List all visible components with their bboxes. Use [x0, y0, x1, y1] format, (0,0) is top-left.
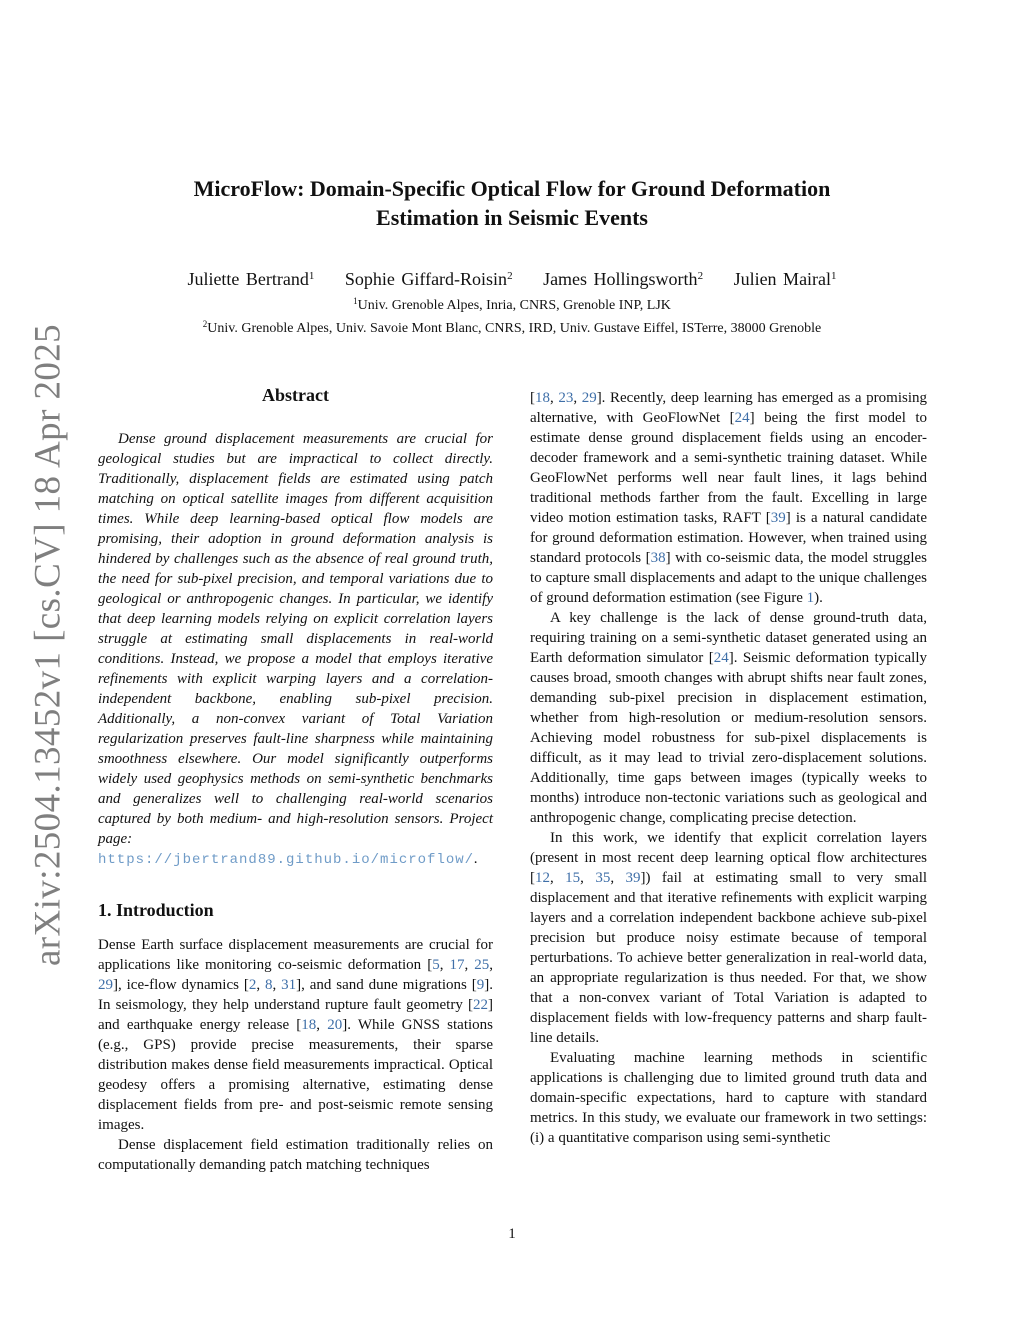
citation-link[interactable]: 39: [625, 870, 641, 886]
paragraph: Dense displacement field estimation traditionally relies on computationally demanding patch matching techniques: [98, 1137, 493, 1173]
paragraph: A key challenge is the lack of dense ground-truth data, requiring training on a semi-synthetic dataset generated using an Earth deformation simulator [24]. Seismic deformation typically causes broad, smooth changes with abrupt shifts near fault zones, demanding sub-pixel precision in displacement estimation, whether from high-resolution or medium-resolution sensors. Achieving model robustness for sub-pixel displacements is difficult, as it may lead to trivial zero-displacement solutions. Additionally, time gaps between images (typically weeks to months) introduce non-tectonic variations such as geological and anthropogenic change, complicating precise detection.: [530, 610, 927, 826]
citation-link[interactable]: 23: [558, 390, 574, 406]
citation-link[interactable]: 29: [98, 977, 113, 993]
citation-link[interactable]: 17: [449, 957, 465, 973]
citation-link[interactable]: 22: [473, 997, 488, 1013]
paragraph: In this work, we identify that explicit correlation layers (present in most recent deep learning optical flow architectures [12, 15, 35, 39]) fail at estimating small to very small displacement and that iterative refinements with explicit warping layers and a correlation independent backbone achieve sub-pixel precision but produce noisy estimate because of temporal perturbations. To achieve better generalization in real-world data, an appropriate regularization is thus needed. For that, we show that a non-convex variant of Total Variation is adapted to displacement fields with low-frequency patterns and sharp fault-line details.: [530, 830, 928, 1046]
right-column: [530, 388, 927, 1148]
arxiv-identifier: arXiv:2504.13452v1 [cs.CV] 18 Apr 2025: [27, 323, 69, 967]
paragraph-continued: [18, 23, 29]. Recently, deep learning has emerged as a promising alternative, with GeoFlowNet [24] being the first model to estimate dense ground displacement fields using an encoder-decoder framework and a semi-synthetic training dataset. While GeoFlowNet performs well near fault lines, it lags behind traditional methods farther from the fault. Excelling in large video motion estimation tasks, RAFT [39] is a natural candidate for ground deformation estimation. However, when trained using standard protocols [38] with co-seismic data, the model struggles to capture small displacements and adapt to the unique challenges of ground deformation estimation (see Figure 1).: [530, 390, 928, 606]
citation-link[interactable]: 8: [265, 977, 273, 993]
citation-link[interactable]: 24: [734, 410, 750, 426]
citation-link[interactable]: 2: [248, 977, 257, 993]
citation-link[interactable]: 12: [535, 870, 550, 886]
citation-link[interactable]: 20: [327, 1017, 343, 1033]
author: Juliette Bertrand$^1$: [187, 269, 315, 289]
citation-link[interactable]: 35: [595, 870, 611, 886]
abstract-heading: Abstract: [262, 385, 329, 405]
citation-link[interactable]: 18: [535, 390, 550, 406]
citation-link[interactable]: 29: [581, 390, 597, 406]
citation-link[interactable]: 31: [281, 977, 297, 993]
project-page-link[interactable]: https://jbertrand89.github.io/microflow/: [98, 852, 475, 868]
citation-link[interactable]: 24: [713, 650, 729, 666]
citation-link[interactable]: 15: [565, 870, 581, 886]
paper-title: MicroFlow: Domain-Specific Optical Flow for Ground Deformation Estimation in Seismic Events: [193, 176, 831, 230]
author: Julien Mairal$^1$: [733, 269, 837, 289]
citation-link[interactable]: 5: [432, 957, 440, 973]
paragraph: Dense Earth surface displacement measurements are crucial for applications like monitoring co-seismic deformation [5, 17, 25, 29], ice-flow dynamics [2, 8, 31], and sand dune migrations [9]. In seismology, they help understand rupture fault geometry [22] and earthquake energy release [18, 20]. While GNSS stations (e.g., GPS) provide precise measurements, their sparse distribution makes dense field measurements impractical. Optical geodesy offers a promising alternative, estimating dense displacement fields from pre- and post-seismic remote sensing images.: [98, 937, 494, 1133]
citation-link[interactable]: 25: [474, 957, 490, 973]
abstract-text: Dense ground displacement measurements are crucial for geological studies but are impractical to collect directly. Traditionally, displacement fields are estimated using patch matching on optical satellite images from different acquisition times. While deep learning-based optical flow models are promising, their adoption in ground deformation analysis is hindered by challenges such as the absence of real ground truth, the need for sub-pixel precision, and temporal variations due to geological or anthropogenic changes. In particular, we identify that deep learning models relying on explicit correlation layers struggle at estimating small displacements in real-world conditions. Instead, we propose a model that employs iterative refinements with explicit warping layers and a correlation-independent backbone, enabling sub-pixel precision. Additionally, a non-convex variant of Total Variation regularization preserves fault-line sharpness while maintaining smoothness elsewhere. Our model significantly outperforms widely used geophysics methods on semi-synthetic benchmarks and generalizes well to challenging real-world scenarios captured by both medium- and high-resolution sensors. Project page: https://jbertrand89.github.io/microflow/.: [98, 431, 493, 868]
citation-link[interactable]: 1: [806, 590, 815, 606]
affiliation: $^2$Univ. Grenoble Alpes, Univ. Savoie Mont Blanc, CNRS, IRD, Univ. Gustave Eiffel, ISTerre, 38000 Grenoble: [202, 319, 822, 336]
author: James Hollingsworth$^2$: [543, 269, 704, 289]
citation-link[interactable]: 18: [301, 1017, 317, 1033]
author: Sophie Giffard-Roisin$^2$: [344, 269, 513, 289]
introduction-heading: 1. Introduction: [98, 900, 214, 920]
affiliation: $^1$Univ. Grenoble Alpes, Inria, CNRS, Grenoble INP, LJK: [353, 296, 671, 313]
page-number: 1: [508, 1226, 516, 1242]
left-column: [98, 385, 493, 1175]
citation-link[interactable]: 38: [650, 550, 666, 566]
paragraph: Evaluating machine learning methods in scientific applications is challenging due to limited ground truth data and domain-specific expectations, hard to capture with standard metrics. In this study, we evaluate our framework in two settings: (i) a quantitative comparison using semi-synthetic: [530, 1050, 927, 1146]
citation-link[interactable]: 39: [770, 510, 786, 526]
citation-link[interactable]: 9: [476, 977, 485, 993]
author-list: [140, 269, 884, 290]
